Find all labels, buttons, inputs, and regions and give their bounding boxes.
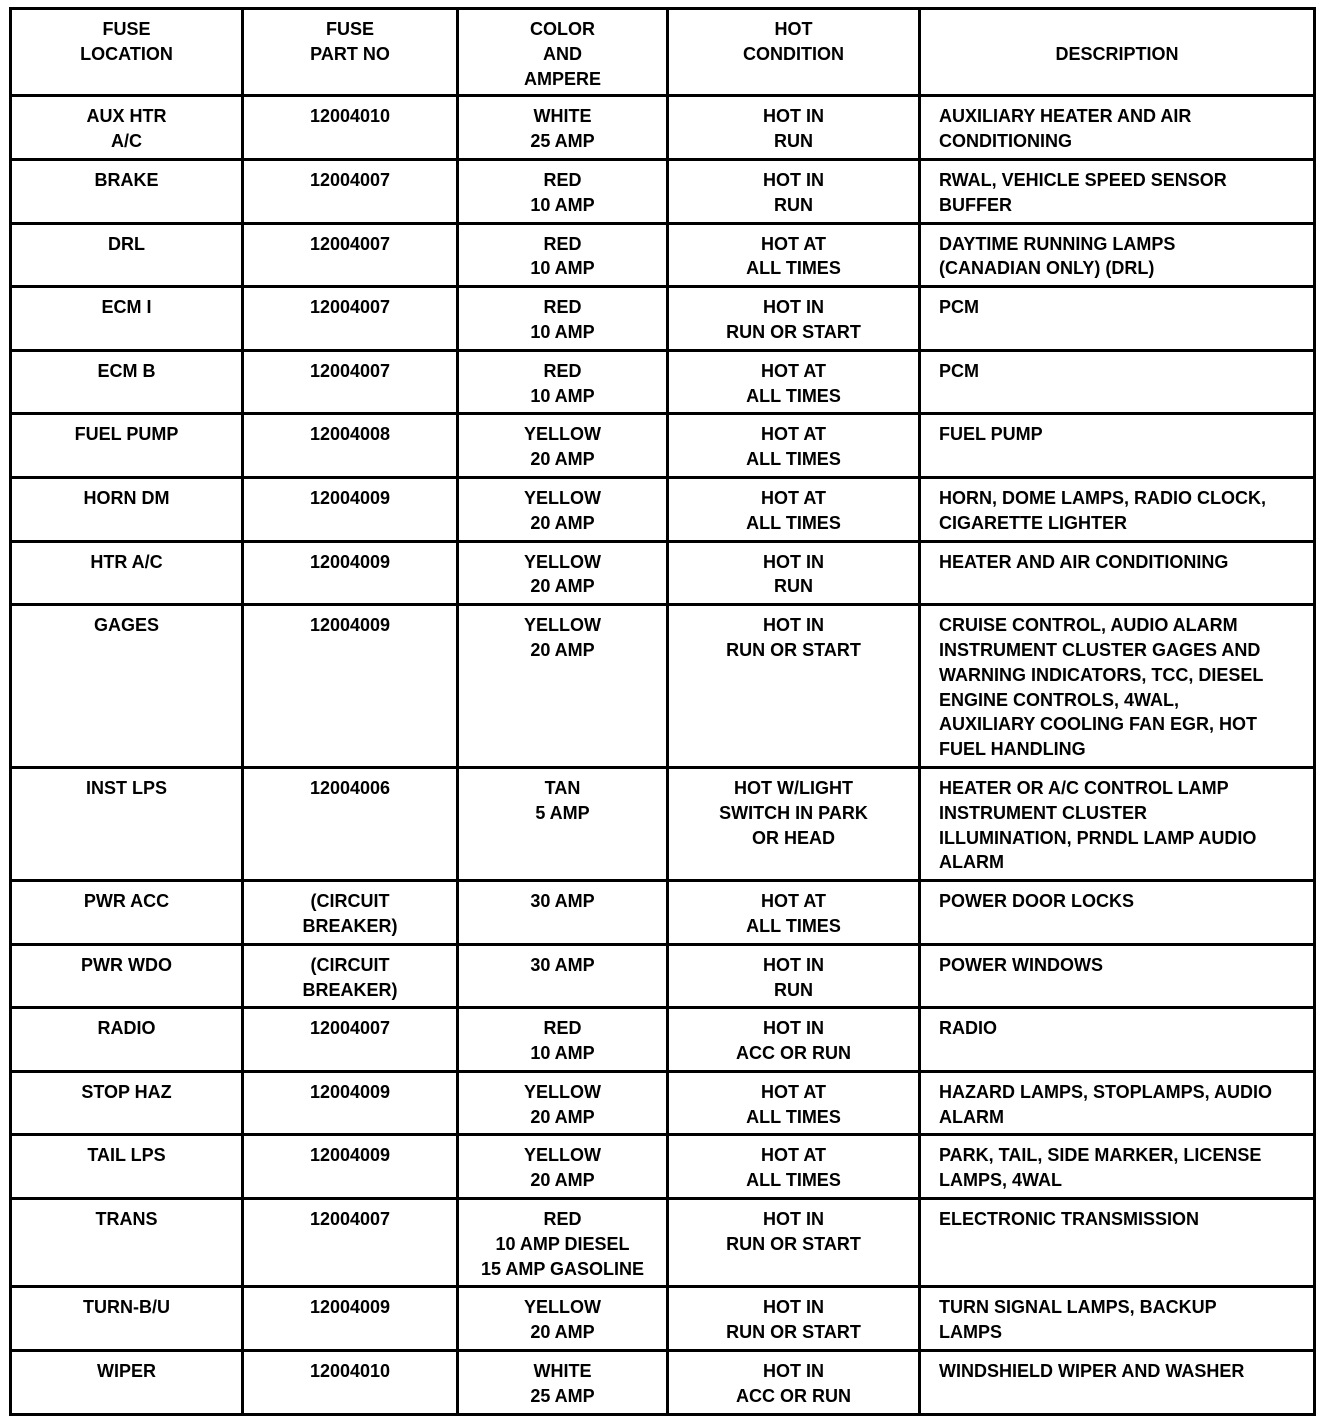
cell-description: HEATER OR A/C CONTROL LAMP INSTRUMENT CLUSTER ILLUMINATION, PRNDL LAMP AUDIO ALARM — [920, 767, 1315, 880]
cell-description: FUEL PUMP — [920, 414, 1315, 478]
cell-color-ampere: WHITE 25 AMP — [458, 96, 668, 160]
cell-fuse-location: HORN DM — [11, 477, 243, 541]
cell-fuse-location: STOP HAZ — [11, 1071, 243, 1135]
cell-hot-condition: HOT AT ALL TIMES — [668, 881, 920, 945]
cell-fuse-location: TRANS — [11, 1199, 243, 1287]
cell-color-ampere: RED 10 AMP — [458, 287, 668, 351]
cell-part-no: 12004009 — [243, 605, 458, 768]
cell-fuse-location: INST LPS — [11, 767, 243, 880]
cell-description: WINDSHIELD WIPER AND WASHER — [920, 1351, 1315, 1415]
cell-part-no: 12004009 — [243, 1135, 458, 1199]
cell-color-ampere: 30 AMP — [458, 944, 668, 1008]
cell-part-no: 12004007 — [243, 1199, 458, 1287]
cell-part-no: 12004007 — [243, 159, 458, 223]
table-row — [11, 223, 1315, 287]
header-hot-condition: HOT CONDITION — [668, 9, 920, 96]
cell-hot-condition: HOT IN RUN — [668, 541, 920, 605]
cell-description: HORN, DOME LAMPS, RADIO CLOCK, CIGARETTE LIGHTER — [920, 477, 1315, 541]
cell-color-ampere: YELLOW 20 AMP — [458, 414, 668, 478]
cell-fuse-location: GAGES — [11, 605, 243, 768]
cell-fuse-location: PWR ACC — [11, 881, 243, 945]
table-row — [11, 159, 1315, 223]
cell-fuse-location: PWR WDO — [11, 944, 243, 1008]
cell-part-no: (CIRCUIT BREAKER) — [243, 881, 458, 945]
cell-description: ELECTRONIC TRANSMISSION — [920, 1199, 1315, 1287]
cell-color-ampere: YELLOW 20 AMP — [458, 1287, 668, 1351]
table-row — [11, 541, 1315, 605]
cell-color-ampere: RED 10 AMP — [458, 223, 668, 287]
cell-hot-condition: HOT IN ACC OR RUN — [668, 1008, 920, 1072]
cell-hot-condition: HOT AT ALL TIMES — [668, 1135, 920, 1199]
cell-fuse-location: RADIO — [11, 1008, 243, 1072]
cell-fuse-location: WIPER — [11, 1351, 243, 1415]
cell-hot-condition: HOT IN RUN OR START — [668, 1199, 920, 1287]
table-row — [11, 881, 1315, 945]
cell-fuse-location: BRAKE — [11, 159, 243, 223]
table-row — [11, 350, 1315, 414]
cell-description: PCM — [920, 287, 1315, 351]
table-row — [11, 1008, 1315, 1072]
cell-part-no: (CIRCUIT BREAKER) — [243, 944, 458, 1008]
cell-part-no: 12004006 — [243, 767, 458, 880]
table-row — [11, 1071, 1315, 1135]
cell-color-ampere: RED 10 AMP — [458, 350, 668, 414]
cell-hot-condition: HOT IN RUN — [668, 96, 920, 160]
cell-fuse-location: AUX HTR A/C — [11, 96, 243, 160]
cell-description: CRUISE CONTROL, AUDIO ALARM INSTRUMENT CLUSTER GAGES AND WARNING INDICATORS, TCC, DIESEL ENGINE CONTROLS, 4WAL, AUXILIARY COOLING FAN EGR, HOT FUEL HANDLING — [920, 605, 1315, 768]
cell-part-no: 12004009 — [243, 1287, 458, 1351]
cell-description: RADIO — [920, 1008, 1315, 1072]
header-color-ampere: COLOR AND AMPERE — [458, 9, 668, 96]
table-row — [11, 1287, 1315, 1351]
header-fuse-location: FUSE LOCATION — [11, 9, 243, 96]
cell-fuse-location: HTR A/C — [11, 541, 243, 605]
cell-part-no: 12004007 — [243, 287, 458, 351]
cell-color-ampere: 30 AMP — [458, 881, 668, 945]
cell-hot-condition: HOT AT ALL TIMES — [668, 477, 920, 541]
cell-hot-condition: HOT IN ACC OR RUN — [668, 1351, 920, 1415]
cell-description: HEATER AND AIR CONDITIONING — [920, 541, 1315, 605]
cell-part-no: 12004007 — [243, 350, 458, 414]
cell-hot-condition: HOT IN RUN OR START — [668, 287, 920, 351]
cell-part-no: 12004009 — [243, 477, 458, 541]
cell-color-ampere: YELLOW 20 AMP — [458, 1071, 668, 1135]
cell-color-ampere: RED 10 AMP — [458, 159, 668, 223]
table-row — [11, 1199, 1315, 1287]
table-row — [11, 287, 1315, 351]
cell-description: PARK, TAIL, SIDE MARKER, LICENSE LAMPS, 4WAL — [920, 1135, 1315, 1199]
cell-description: TURN SIGNAL LAMPS, BACKUP LAMPS — [920, 1287, 1315, 1351]
cell-part-no: 12004009 — [243, 541, 458, 605]
cell-hot-condition: HOT IN RUN OR START — [668, 1287, 920, 1351]
cell-description: POWER DOOR LOCKS — [920, 881, 1315, 945]
fuse-table — [9, 7, 1316, 1416]
table-row — [11, 414, 1315, 478]
table-row — [11, 477, 1315, 541]
cell-hot-condition: HOT AT ALL TIMES — [668, 223, 920, 287]
table-row — [11, 1351, 1315, 1415]
cell-fuse-location: TURN-B/U — [11, 1287, 243, 1351]
table-row — [11, 605, 1315, 768]
cell-part-no: 12004010 — [243, 1351, 458, 1415]
cell-fuse-location: FUEL PUMP — [11, 414, 243, 478]
cell-color-ampere: RED 10 AMP DIESEL 15 AMP GASOLINE — [458, 1199, 668, 1287]
cell-fuse-location: DRL — [11, 223, 243, 287]
table-row — [11, 767, 1315, 880]
cell-color-ampere: YELLOW 20 AMP — [458, 477, 668, 541]
cell-part-no: 12004007 — [243, 223, 458, 287]
cell-hot-condition: HOT IN RUN — [668, 159, 920, 223]
cell-color-ampere: TAN 5 AMP — [458, 767, 668, 880]
cell-fuse-location: ECM I — [11, 287, 243, 351]
table-row — [11, 1135, 1315, 1199]
table-row — [11, 96, 1315, 160]
cell-fuse-location: ECM B — [11, 350, 243, 414]
cell-fuse-location: TAIL LPS — [11, 1135, 243, 1199]
cell-part-no: 12004010 — [243, 96, 458, 160]
cell-description: DAYTIME RUNNING LAMPS (CANADIAN ONLY) (DRL) — [920, 223, 1315, 287]
cell-part-no: 12004007 — [243, 1008, 458, 1072]
cell-hot-condition: HOT W/LIGHT SWITCH IN PARK OR HEAD — [668, 767, 920, 880]
header-fuse-part-no: FUSE PART NO — [243, 9, 458, 96]
header-row — [11, 9, 1315, 96]
cell-description: HAZARD LAMPS, STOPLAMPS, AUDIO ALARM — [920, 1071, 1315, 1135]
cell-color-ampere: WHITE 25 AMP — [458, 1351, 668, 1415]
cell-color-ampere: YELLOW 20 AMP — [458, 541, 668, 605]
cell-part-no: 12004009 — [243, 1071, 458, 1135]
table-row — [11, 944, 1315, 1008]
cell-hot-condition: HOT IN RUN OR START — [668, 605, 920, 768]
cell-hot-condition: HOT AT ALL TIMES — [668, 1071, 920, 1135]
cell-color-ampere: YELLOW 20 AMP — [458, 605, 668, 768]
cell-description: POWER WINDOWS — [920, 944, 1315, 1008]
cell-hot-condition: HOT AT ALL TIMES — [668, 350, 920, 414]
cell-hot-condition: HOT AT ALL TIMES — [668, 414, 920, 478]
cell-description: RWAL, VEHICLE SPEED SENSOR BUFFER — [920, 159, 1315, 223]
cell-hot-condition: HOT IN RUN — [668, 944, 920, 1008]
cell-part-no: 12004008 — [243, 414, 458, 478]
cell-description: PCM — [920, 350, 1315, 414]
cell-color-ampere: YELLOW 20 AMP — [458, 1135, 668, 1199]
cell-color-ampere: RED 10 AMP — [458, 1008, 668, 1072]
header-description: DESCRIPTION — [920, 9, 1315, 96]
cell-description: AUXILIARY HEATER AND AIR CONDITIONING — [920, 96, 1315, 160]
